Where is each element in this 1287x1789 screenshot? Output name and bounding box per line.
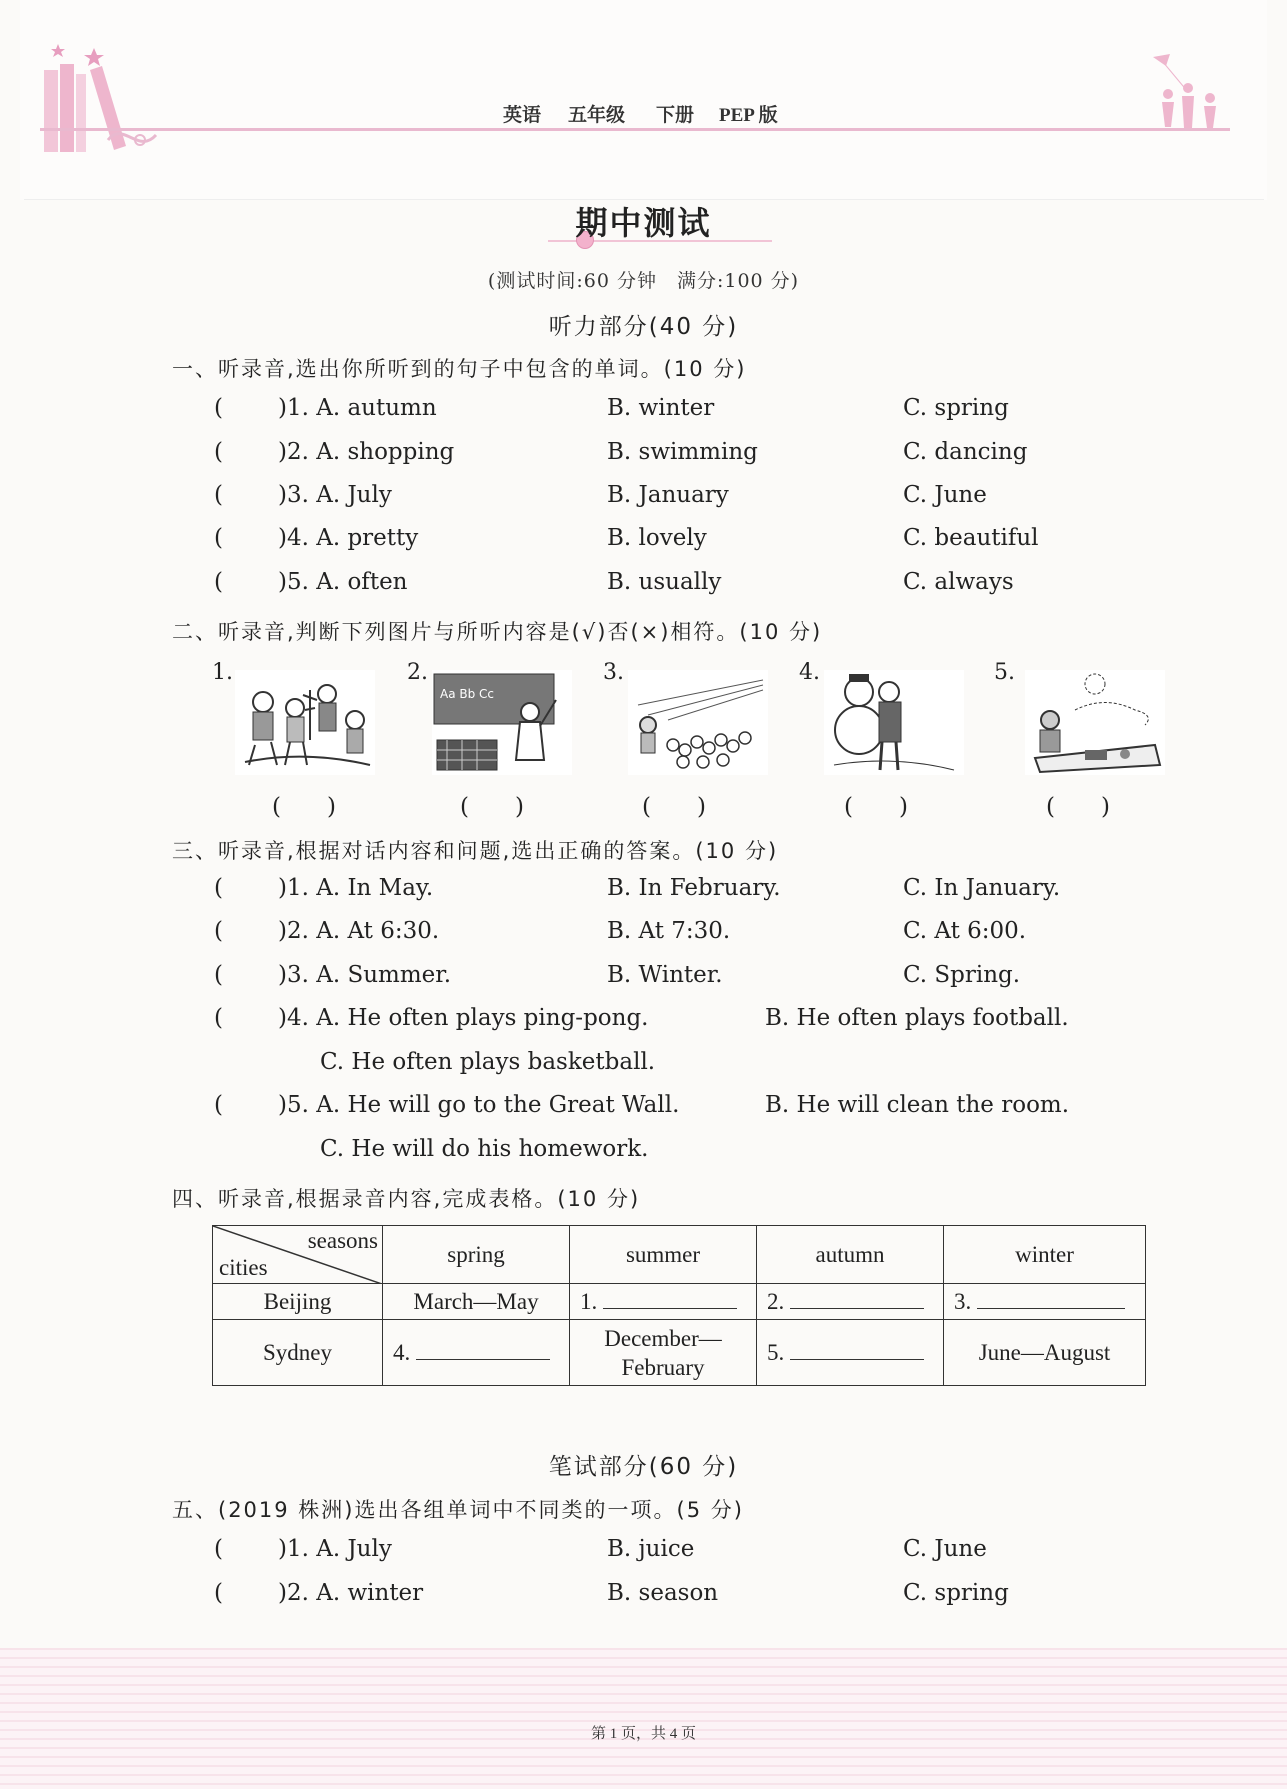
answer-paren[interactable]: ( (214, 1580, 223, 1606)
children-with-snowman-picture (824, 670, 964, 775)
table-cell (570, 1320, 757, 1386)
question-option-c: C. spring (903, 395, 1009, 421)
question-option-b: B. juice (607, 1536, 695, 1562)
answer-blank[interactable] (603, 1308, 737, 1309)
question-option-a: )2. A. winter (278, 1580, 424, 1606)
question-option-b: B. At 7:30. (607, 918, 731, 944)
question-option-a: )1. A. July (278, 1536, 392, 1562)
listening-part-heading: 听力部分(40 分) (548, 314, 739, 340)
blank-number: 5. (767, 1339, 785, 1365)
girl-with-bicycles-picture (628, 670, 768, 775)
question-option-c: C. June (903, 1536, 987, 1562)
question-option-c: C. always (903, 569, 1014, 595)
question-option-b: B. He will clean the room. (765, 1092, 1070, 1118)
answer-paren[interactable]: ( (214, 525, 223, 551)
question-option-c: C. In January. (903, 875, 1061, 901)
question-option-a: )5. A. He will go to the Great Wall. (278, 1092, 680, 1118)
judge-paren[interactable]: ( ) (1046, 794, 1110, 820)
answer-paren[interactable]: ( (214, 875, 223, 901)
question-option-c: C. At 6:00. (903, 918, 1027, 944)
fill-in-cell[interactable] (570, 1284, 757, 1320)
question-option-c: C. He often plays basketball. (320, 1049, 656, 1075)
page-number: 第 1 页，共 4 页 (590, 1726, 696, 1742)
question-option-a: )4. A. pretty (278, 525, 419, 551)
judge-paren[interactable]: ( ) (272, 794, 336, 820)
city-cell: Beijing (213, 1284, 383, 1320)
test-info: (测试时间:60 分钟 满分:100 分) (487, 270, 800, 292)
question-option-a: )5. A. often (278, 569, 408, 595)
table-corner-cell (213, 1226, 383, 1284)
question-option-a: )3. A. July (278, 482, 392, 508)
answer-blank[interactable] (790, 1359, 924, 1360)
section3-heading: 三、听录音,根据对话内容和问题,选出正确的答案。(10 分) (172, 839, 779, 863)
answer-blank[interactable] (416, 1359, 550, 1360)
answer-blank[interactable] (790, 1308, 924, 1309)
answer-paren[interactable]: ( (214, 482, 223, 508)
question-option-a: )2. A. shopping (278, 439, 455, 465)
question-option-c: C. beautiful (903, 525, 1039, 551)
table-row (213, 1284, 1146, 1320)
answer-paren[interactable]: ( (214, 1536, 223, 1562)
section4-heading: 四、听录音,根据录音内容,完成表格。(10 分) (172, 1187, 641, 1211)
cell-line: December— (604, 1325, 722, 1351)
question-option-b: B. usually (607, 569, 722, 595)
question-option-a: )3. A. Summer. (278, 962, 452, 988)
picture-number: 5. (994, 660, 1015, 685)
column-header: summer (570, 1226, 757, 1284)
column-header: autumn (757, 1226, 944, 1284)
header-volume: 下册 (656, 105, 695, 126)
corner-label-seasons: seasons (307, 1228, 378, 1253)
corner-label-cities: cities (219, 1255, 268, 1280)
blank-number: 1. (580, 1288, 598, 1314)
blank-number: 3. (954, 1288, 972, 1314)
question-option-b: B. He often plays football. (765, 1005, 1069, 1031)
answer-paren[interactable]: ( (214, 1092, 223, 1118)
section2-heading: 二、听录音,判断下列图片与所听内容是(√)否(×)相符。(10 分) (172, 620, 823, 644)
section1-heading: 一、听录音,选出你所听到的句子中包含的单词。(10 分) (172, 357, 747, 381)
picture-number: 1. (212, 660, 233, 685)
boy-having-picnic-picture (1025, 670, 1165, 775)
seasons-table (212, 1225, 1146, 1386)
answer-paren[interactable]: ( (214, 569, 223, 595)
picture-number: 3. (603, 660, 624, 685)
header-edition: PEP 版 (719, 105, 778, 126)
question-option-a: )2. A. At 6:30. (278, 918, 440, 944)
answer-paren[interactable]: ( (214, 1005, 223, 1031)
fill-in-cell[interactable] (757, 1284, 944, 1320)
column-header: winter (944, 1226, 1146, 1284)
header-grade: 五年级 (568, 105, 626, 126)
fill-in-cell[interactable] (757, 1320, 944, 1386)
cell-line: February (621, 1354, 705, 1380)
question-option-c: C. Spring. (903, 962, 1021, 988)
table-row (213, 1320, 1146, 1386)
question-option-b: B. Winter. (607, 962, 723, 988)
table-cell: June—August (944, 1320, 1146, 1386)
books-stars-logo-icon (38, 40, 163, 155)
answer-paren[interactable]: ( (214, 439, 223, 465)
section5-heading: 五、(2019 株洲)选出各组单词中不同类的一项。(5 分) (172, 1498, 744, 1522)
picture-number: 2. (407, 660, 428, 685)
answer-paren[interactable]: ( (214, 395, 223, 421)
city-cell: Sydney (213, 1320, 383, 1386)
question-option-a: )4. A. He often plays ping-pong. (278, 1005, 649, 1031)
classroom-teacher-blackboard-picture (432, 670, 572, 775)
question-option-a: )1. A. In May. (278, 875, 434, 901)
question-option-b: B. winter (607, 395, 715, 421)
column-header: spring (383, 1226, 570, 1284)
table-cell: March—May (383, 1284, 570, 1320)
writing-part-heading: 笔试部分(60 分) (548, 1454, 739, 1480)
question-option-b: B. season (607, 1580, 719, 1606)
header-rule (40, 128, 1230, 131)
kids-flying-kite-icon (1148, 52, 1228, 132)
judge-paren[interactable]: ( ) (642, 794, 706, 820)
answer-paren[interactable]: ( (214, 962, 223, 988)
question-option-c: C. He will do his homework. (320, 1136, 649, 1162)
page-title: 期中测试 (575, 204, 712, 242)
question-option-b: B. swimming (607, 439, 758, 465)
question-option-c: C. June (903, 482, 987, 508)
blank-number: 2. (767, 1288, 785, 1314)
answer-paren[interactable]: ( (214, 918, 223, 944)
fill-in-cell[interactable] (383, 1320, 570, 1386)
footer-band (0, 1648, 1287, 1789)
answer-blank[interactable] (977, 1308, 1125, 1309)
question-option-a: )1. A. autumn (278, 395, 437, 421)
children-planting-trees-picture (235, 670, 375, 775)
judge-paren[interactable]: ( ) (460, 794, 524, 820)
question-option-c: C. spring (903, 1580, 1009, 1606)
svg-text:Aa Bb Cc: Aa Bb Cc (440, 687, 495, 701)
picture-number: 4. (799, 660, 820, 685)
judge-paren[interactable]: ( ) (844, 794, 908, 820)
header-subject: 英语 (503, 105, 542, 126)
blank-number: 4. (393, 1339, 411, 1365)
question-option-b: B. January (607, 482, 729, 508)
header-area (20, 0, 1267, 200)
question-option-b: B. In February. (607, 875, 781, 901)
fill-in-cell[interactable] (944, 1284, 1146, 1320)
question-option-c: C. dancing (903, 439, 1028, 465)
question-option-b: B. lovely (607, 525, 707, 551)
